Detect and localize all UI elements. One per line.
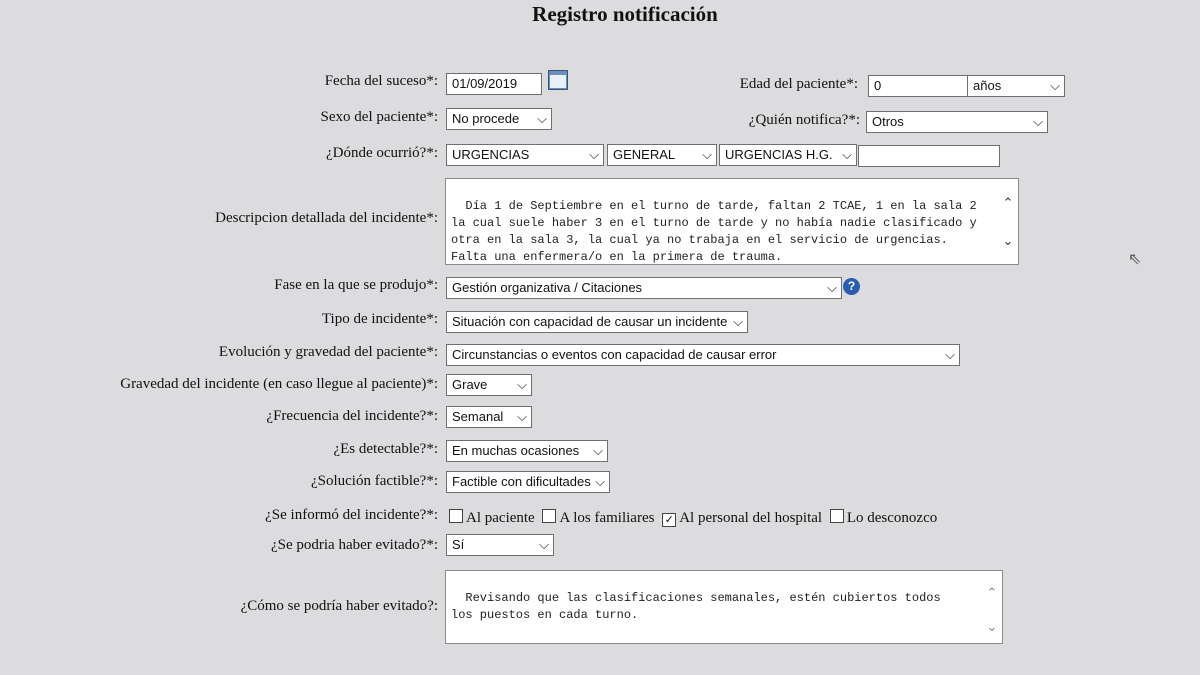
chevron-down-icon: ⌵ (539, 537, 549, 552)
donde-label: ¿Dónde ocurrió?*: (325, 145, 438, 161)
evolucion-select[interactable] (446, 344, 960, 366)
detectable-label: ¿Es detectable?*: (333, 441, 438, 457)
frecuencia-select[interactable] (446, 406, 532, 428)
quien-select[interactable] (866, 111, 1048, 133)
chevron-down-icon: ⌵ (589, 147, 599, 162)
quien-label: ¿Quién notifica?*: (748, 112, 860, 128)
como-text: Revisando que las clasificaciones semanales, estén cubiertos todos los puestos en cada turno. (451, 591, 948, 622)
descripcion-label: Descripcion detallada del incidente*: (215, 210, 438, 226)
fase-label: Fase en la que se produjo*: (274, 277, 438, 293)
donde-input-4[interactable] (858, 145, 1000, 167)
solucion-label: ¿Solución factible?*: (310, 473, 438, 489)
informo-label-desconozco: Lo desconozco (846, 510, 938, 526)
evolucion-value: Circunstancias o eventos con capacidad de causar error (452, 347, 777, 362)
fase-select[interactable] (446, 277, 842, 299)
chevron-down-icon: ⌵ (595, 474, 605, 489)
chevron-down-icon: ⌵ (593, 443, 603, 458)
informo-option-familiares[interactable] (542, 510, 658, 526)
scroll-down-icon[interactable]: ⌄ (1002, 234, 1014, 249)
sexo-value: No procede (452, 111, 520, 126)
informo-label-familiares: A los familiares (559, 510, 655, 526)
scroll-up-icon[interactable]: ⌃ (986, 586, 998, 601)
evolucion-label: Evolución y gravedad del paciente*: (218, 344, 438, 360)
como-label: ¿Cómo se podría haber evitado?: (240, 598, 438, 614)
donde-select-2[interactable] (607, 144, 717, 166)
chevron-down-icon: ⌵ (517, 409, 527, 424)
chevron-down-icon: ⌵ (537, 111, 547, 126)
evitado-select[interactable] (446, 534, 554, 556)
solucion-select[interactable] (446, 471, 610, 493)
evitado-value: Sí (452, 537, 465, 552)
donde-value-3: URGENCIAS H.G. (725, 147, 833, 162)
checkbox-personal[interactable]: ✓ (662, 513, 676, 527)
informo-option-paciente[interactable] (449, 510, 538, 526)
chevron-down-icon: ⌵ (517, 377, 527, 392)
frecuencia-label: ¿Frecuencia del incidente?*: (266, 408, 438, 424)
fase-value: Gestión organizativa / Citaciones (452, 280, 643, 295)
edad-label: Edad del paciente*: (739, 76, 858, 92)
informo-label-paciente: Al paciente (466, 510, 535, 526)
detectable-value: En muchas ocasiones (452, 443, 580, 458)
informo-label: ¿Se informó del incidente?*: (265, 507, 438, 523)
donde-value-1: URGENCIAS (452, 147, 530, 162)
edad-input[interactable]: 0 (868, 75, 968, 97)
chevron-down-icon: ⌵ (1050, 78, 1060, 93)
donde-select-3[interactable] (719, 144, 857, 166)
checkbox-paciente[interactable] (449, 509, 463, 523)
chevron-down-icon: ⌵ (702, 147, 712, 162)
donde-select-1[interactable] (446, 144, 604, 166)
informo-label-personal: Al personal del hospital (679, 510, 823, 526)
tipo-label: Tipo de incidente*: (321, 311, 438, 327)
scroll-down-icon[interactable]: ⌄ (986, 620, 998, 635)
gravedad-select[interactable] (446, 374, 532, 396)
chevron-down-icon: ⌵ (827, 280, 837, 295)
checkbox-desconozco[interactable] (830, 509, 844, 523)
detectable-select[interactable] (446, 440, 608, 462)
scroll-up-icon[interactable]: ⌃ (1002, 196, 1014, 211)
chevron-down-icon: ⌵ (1033, 114, 1043, 129)
gravedad-value: Grave (452, 377, 488, 392)
informo-options (449, 509, 941, 527)
chevron-down-icon: ⌵ (842, 147, 852, 162)
checkbox-familiares[interactable] (542, 509, 556, 523)
donde-value-2: GENERAL (613, 147, 676, 162)
solucion-value: Factible con dificultades (452, 474, 591, 489)
como-textarea[interactable] (445, 570, 1003, 644)
gravedad-label: Gravedad del incidente (en caso llegue al paciente)*: (120, 376, 438, 392)
sexo-select[interactable] (446, 108, 552, 130)
evitado-label: ¿Se podria haber evitado?*: (270, 537, 438, 553)
help-icon[interactable]: ? (843, 278, 860, 295)
tipo-select[interactable] (446, 311, 748, 333)
descripcion-textarea[interactable] (445, 178, 1019, 265)
quien-value: Otros (872, 114, 904, 129)
informo-option-personal[interactable] (662, 510, 826, 526)
chevron-down-icon: ⌵ (945, 347, 955, 362)
calendar-icon[interactable] (548, 70, 568, 90)
descripcion-text: Día 1 de Septiembre en el turno de tarde, faltan 2 TCAE, 1 en la sala 2 la cual suele haber 3 en el turno de tarde y no había nadie clasificado y otra en la sala 3, la cual ya no trabaja en el servicio de urgencias. Falta una enfermera/o en la primera de trauma. (451, 199, 984, 264)
edad-unit-value: años (973, 78, 1002, 93)
informo-option-desconozco[interactable] (830, 510, 937, 526)
edad-unit-select[interactable] (967, 75, 1065, 97)
chevron-down-icon: ⌵ (733, 314, 743, 329)
fecha-input[interactable]: 01/09/2019 (446, 73, 542, 95)
mouse-pointer-icon: ⇖ (1128, 251, 1142, 268)
page-title: Registro notificación (532, 2, 718, 26)
frecuencia-value: Semanal (452, 409, 504, 424)
fecha-label: Fecha del suceso*: (324, 73, 438, 89)
tipo-value: Situación con capacidad de causar un incidente (452, 314, 728, 329)
sexo-label: Sexo del paciente*: (320, 109, 438, 125)
